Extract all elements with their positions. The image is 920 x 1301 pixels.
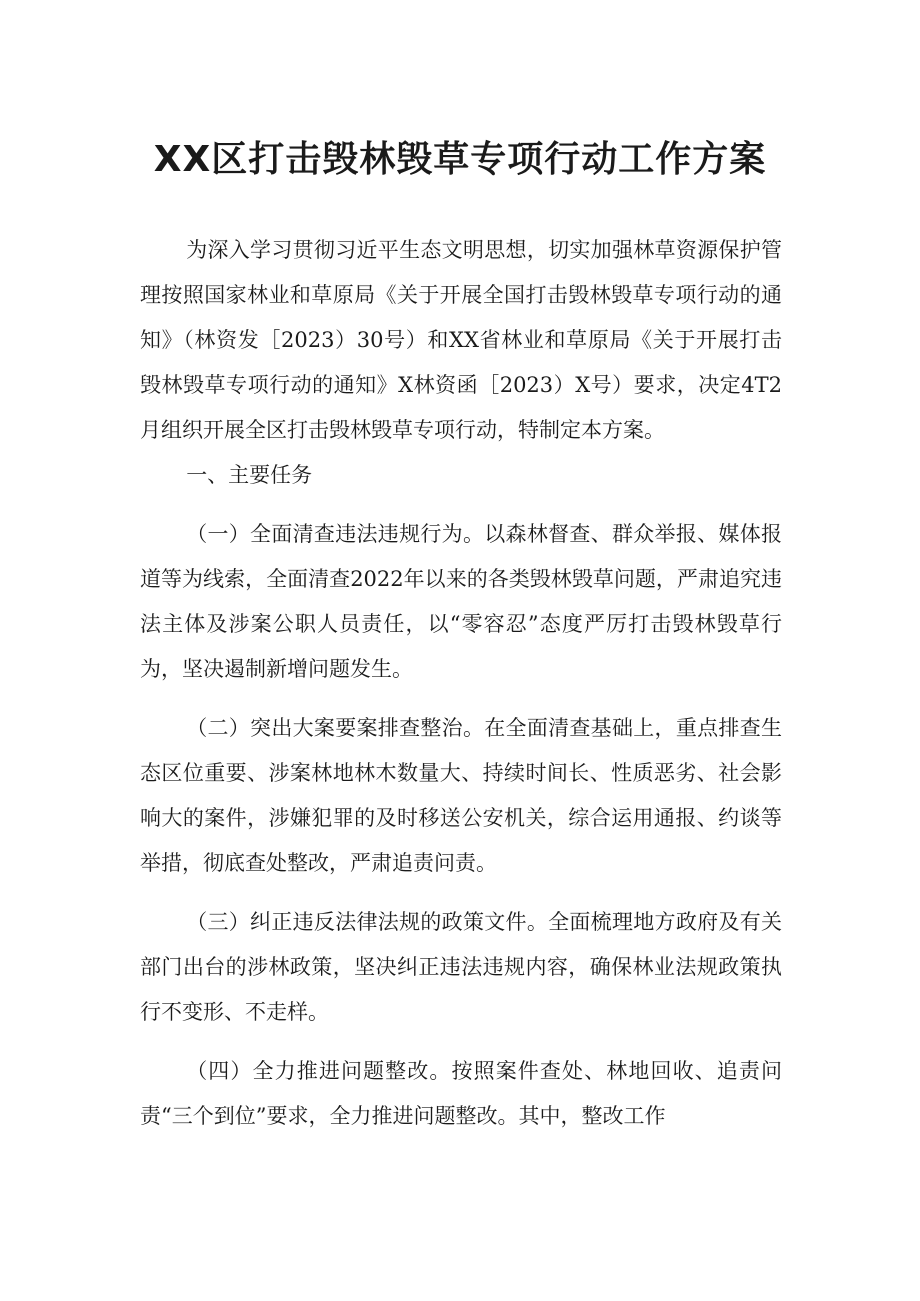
- task-item-2: （二）突出大案要案排查整治。在全面清查基础上，重点排查生态区位重要、涉案林地林木数量大、持续时间长、性质恶劣、社会影响大的案件，涉嫌犯罪的及时移送公安机关，综合运用通报、约谈等举措，彻底查处整改，严肃追责问责。: [140, 716, 782, 875]
- task-item-1: （一）全面清查违法违规行为。以森林督查、群众举报、媒体报道等为线索，全面清查2022年以来的各类毁林毁草问题，严肃追究违法主体及涉案公职人员责任，以“零容忍”态度严厉打击毁林毁草行为，坚决遏制新增问题发生。: [140, 522, 782, 681]
- document-body: [140, 228, 782, 1139]
- document-title: XX区打击毁林毁草专项行动工作方案: [153, 139, 767, 180]
- section-heading: 一、主要任务: [186, 463, 313, 487]
- intro-paragraph: 为深入学习贯彻习近平生态文明思想，切实加强林草资源保护管理按照国家林业和草原局《关于开展全国打击毁林毁草专项行动的通知》（林资发［2023）30号）和XX省林业和草原局《关于开展打击毁林毁草专项行动的通知》X林资函［2023）X号）要求，决定4T2月组织开展全区打击毁林毁草专项行动，特制定本方案。: [140, 238, 782, 442]
- task-item-3: （三）纠正违反法律法规的政策文件。全面梳理地方政府及有关部门出台的涉林政策，坚决纠正违法违规内容，确保林业法规政策执行不变形、不走样。: [140, 910, 782, 1024]
- task-item-4: （四）全力推进问题整改。按照案件查处、林地回收、追责问责“三个到位”要求，全力推进问题整改。其中，整改工作: [140, 1059, 782, 1128]
